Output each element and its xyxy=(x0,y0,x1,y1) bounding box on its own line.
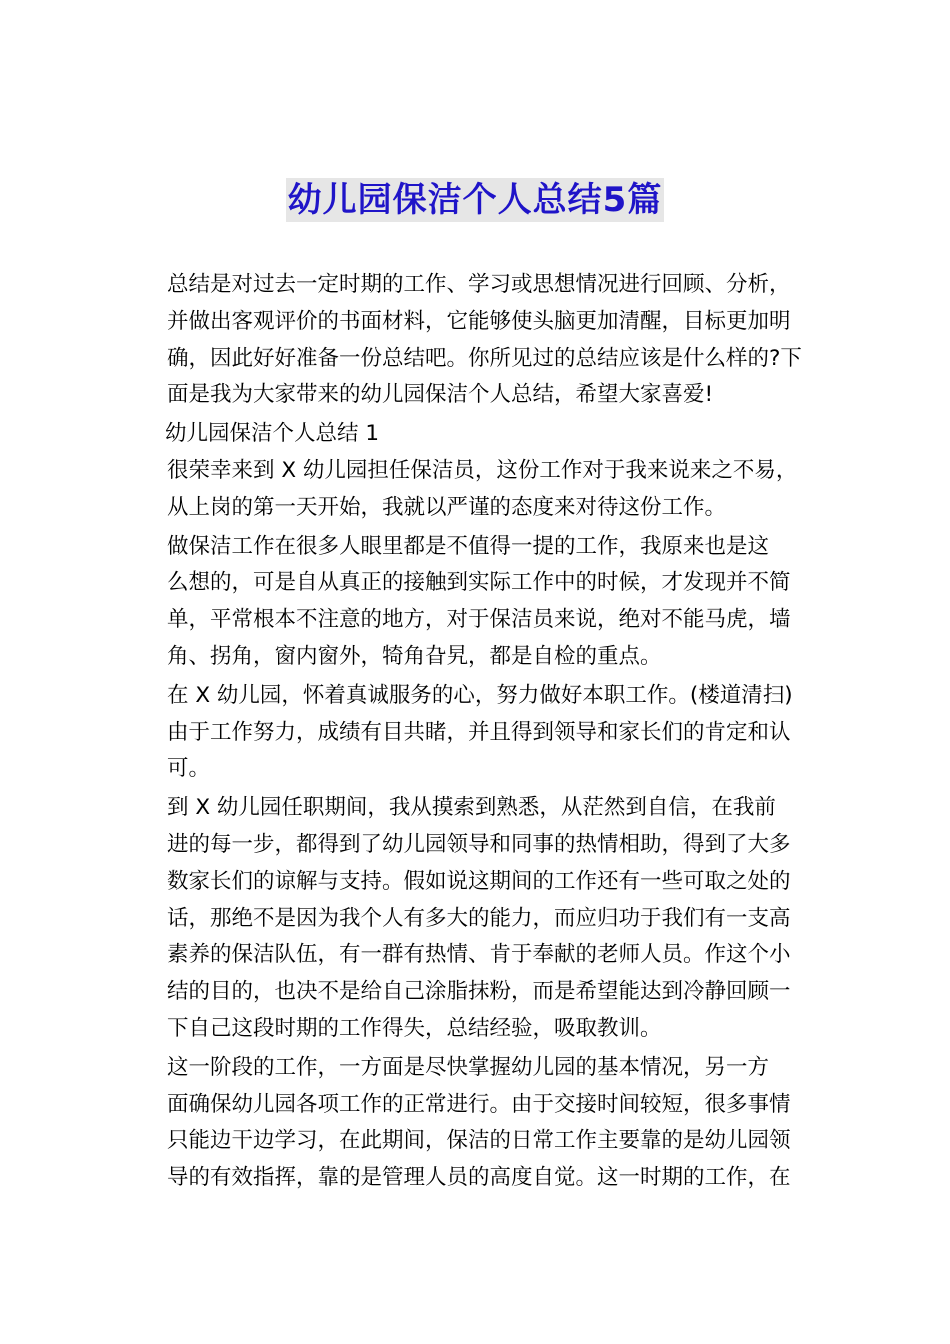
document-body xyxy=(145,267,810,1199)
paragraph xyxy=(145,790,810,1048)
title-container xyxy=(0,178,950,222)
text-line: 单，平常根本不注意的地方，对于保洁员来说，绝对不能马虎，墙 xyxy=(167,607,791,633)
text-line: 进的每一步，都得到了幼儿园领导和同事的热情相助，得到了大多 xyxy=(167,831,791,857)
text-line: 数家长们的谅解与支持。假如说这期间的工作还有一些可取之处的 xyxy=(167,868,791,894)
text-line: 话，那绝不是因为我个人有多大的能力，而应归功于我们有一支高 xyxy=(167,905,791,931)
text-line: 么想的，可是自从真正的接触到实际工作中的时候，才发现并不简 xyxy=(167,570,791,596)
text-line: 到 X 幼儿园任职期间，我从摸索到熟悉，从茫然到自信，在我前 xyxy=(167,795,776,821)
text-line: 在 X 幼儿园，怀着真诚服务的心，努力做好本职工作。(楼道清扫) xyxy=(167,682,793,708)
paragraph xyxy=(145,267,810,414)
text-line: 面是我为大家带来的幼儿园保洁个人总结，希望大家喜爱! xyxy=(167,382,714,408)
paragraph xyxy=(145,453,810,527)
document-title: 幼儿园保洁个人总结5篇 xyxy=(287,180,663,220)
text-line: 做保洁工作在很多人眼里都是不值得一提的工作，我原来也是这 xyxy=(167,533,770,559)
text-line: 可。 xyxy=(167,756,211,782)
text-line: 角、拐角，窗内窗外，犄角旮旯，都是自检的重点。 xyxy=(167,643,662,669)
text-line: 并做出客观评价的书面材料，它能够使头脑更加清醒，目标更加明 xyxy=(167,308,791,334)
paragraph xyxy=(145,1050,810,1197)
paragraph xyxy=(145,529,810,676)
text-line: 总结是对过去一定时期的工作、学习或思想情况进行回顾、分析， xyxy=(167,272,791,297)
text-line: 由于工作努力，成绩有目共睹，并且得到领导和家长们的肯定和认 xyxy=(167,719,791,745)
text-line: 只能边干边学习，在此期间，保洁的日常工作主要靠的是幼儿园领 xyxy=(167,1128,791,1154)
text-line: 素养的保洁队伍，有一群有热情、肯于奉献的老师人员。作这个小 xyxy=(167,942,791,968)
section-heading xyxy=(145,416,810,453)
text-line: 幼儿园保洁个人总结 1 xyxy=(165,421,380,447)
text-line: 结的目的，也决不是给自己涂脂抹粉，而是希望能达到冷静回顾一 xyxy=(167,979,791,1005)
text-line: 从上岗的第一天开始，我就以严谨的态度来对待这份工作。 xyxy=(167,494,727,520)
text-line: 很荣幸来到 X 幼儿园担任保洁员，这份工作对于我来说来之不易， xyxy=(167,457,798,483)
text-line: 下自己这段时期的工作得失，总结经验，吸取教训。 xyxy=(167,1015,662,1041)
paragraph xyxy=(145,678,810,788)
text-line: 这一阶段的工作，一方面是尽快掌握幼儿园的基本情况，另一方 xyxy=(167,1054,770,1080)
text-line: 确，因此好好准备一份总结吧。你所见过的总结应该是什么样的?下 xyxy=(167,345,802,371)
text-line: 导的有效指挥，靠的是管理人员的高度自觉。这一时期的工作，在 xyxy=(167,1165,791,1191)
text-line: 面确保幼儿园各项工作的正常进行。由于交接时间较短，很多事情 xyxy=(167,1091,791,1117)
